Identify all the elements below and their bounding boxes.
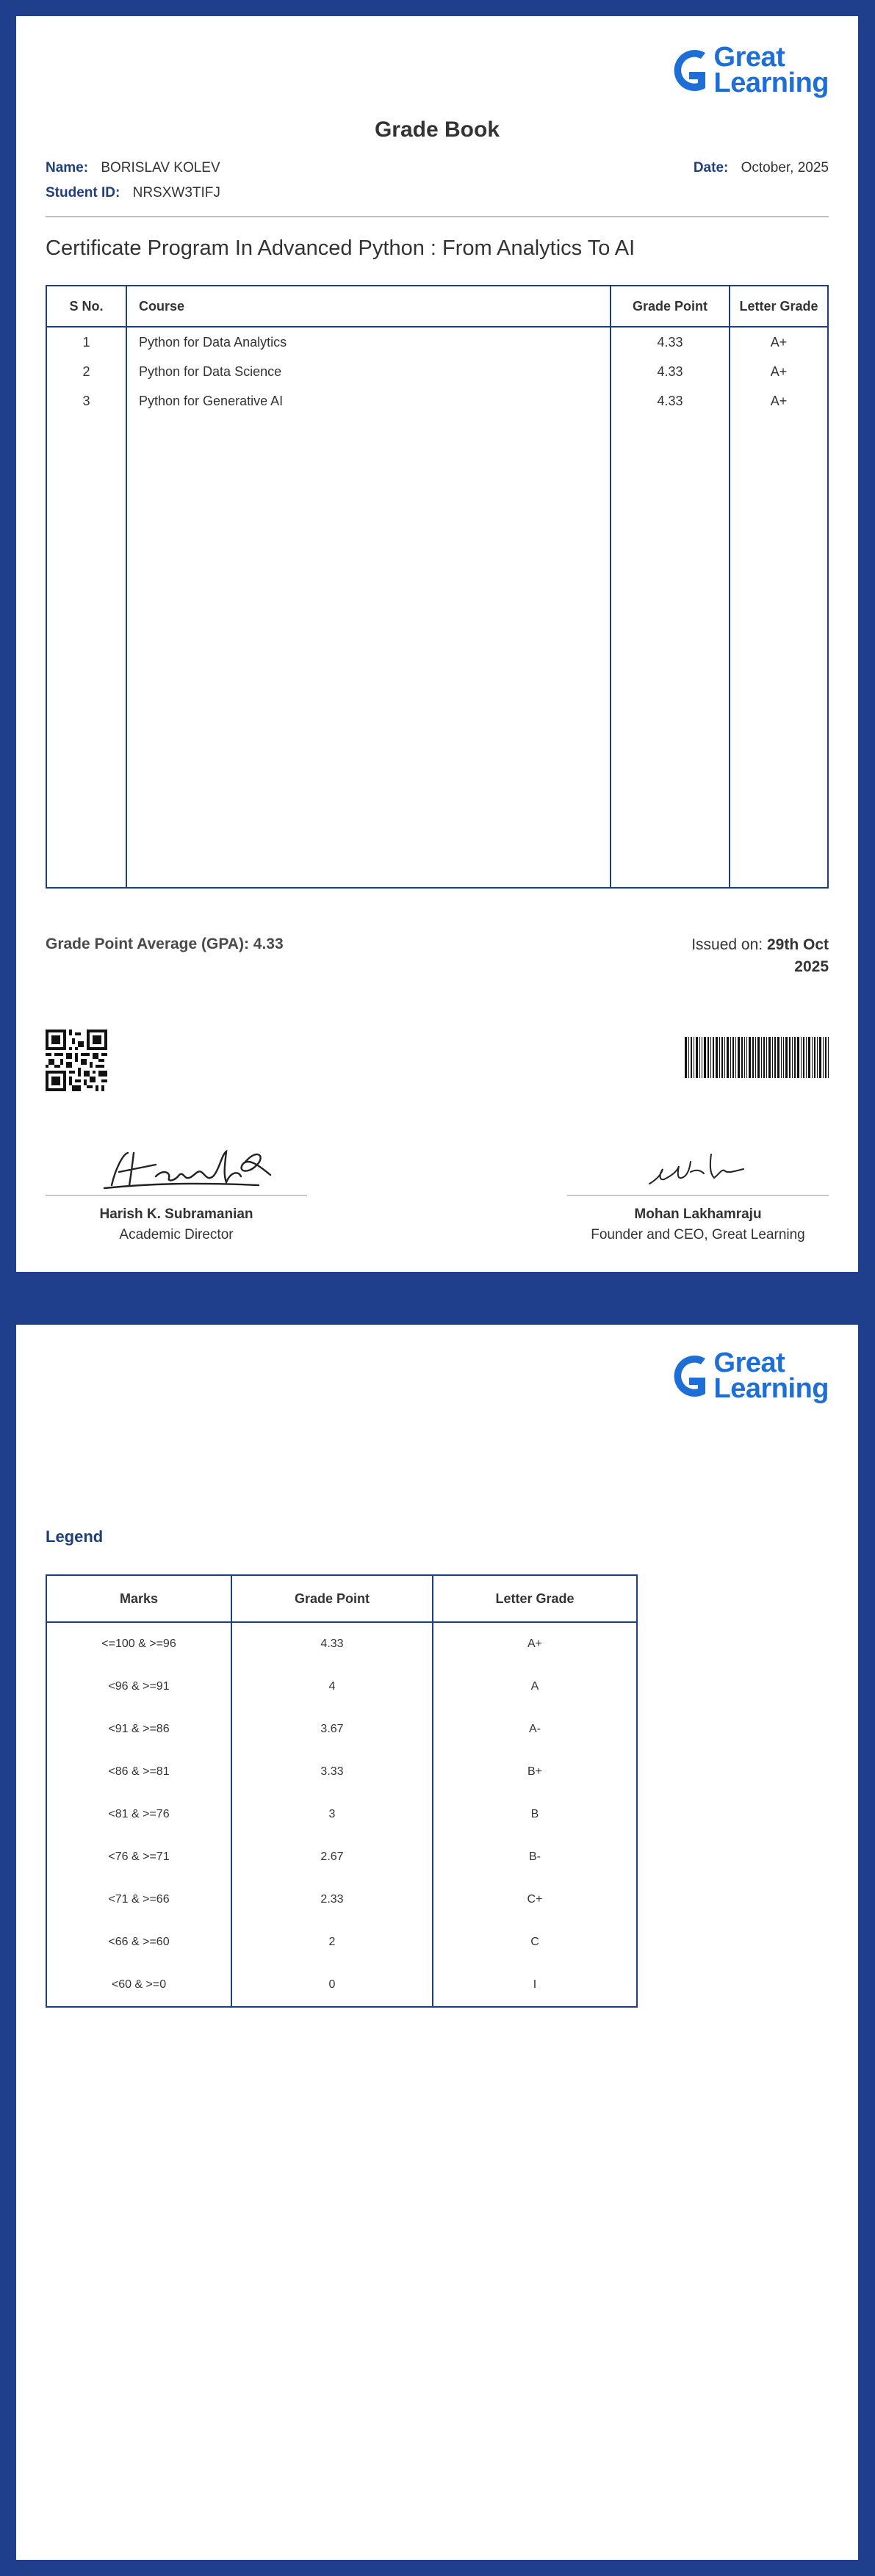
table-row xyxy=(46,1836,637,1878)
marks-cell: <66 & >=60 xyxy=(46,1921,231,1964)
signatory-name: Mohan Lakhamraju xyxy=(634,1206,762,1222)
student-id-value: NRSXW3TIFJ xyxy=(132,185,220,200)
grade-point-cell: 2.67 xyxy=(231,1836,433,1878)
row-letter-grade: A+ xyxy=(770,335,788,350)
great-learning-g-icon xyxy=(669,1353,710,1400)
grade-point-cell: 3 xyxy=(231,1793,433,1836)
qr-code-icon xyxy=(46,1030,107,1091)
student-id-label: Student ID: xyxy=(46,185,120,200)
student-id-field xyxy=(46,185,220,201)
barcode-icon xyxy=(685,1037,829,1078)
date-field xyxy=(694,160,829,176)
great-learning-logo xyxy=(669,44,829,97)
signature-mohan-icon xyxy=(567,1140,829,1191)
grade-point-cell: 2.33 xyxy=(231,1878,433,1921)
marks-cell: <60 & >=0 xyxy=(46,1964,231,2007)
name-label: Name: xyxy=(46,160,89,176)
letter-grade-cell: C+ xyxy=(527,1893,543,1906)
letter-grade-cell: C xyxy=(530,1936,539,1948)
legend-title: Legend xyxy=(46,1527,104,1546)
row-grade-point: 4.33 xyxy=(657,394,683,408)
row-course: Python for Data Analytics xyxy=(139,335,287,350)
marks-cell: <81 & >=76 xyxy=(46,1793,231,1836)
letter-grade-cell: B+ xyxy=(527,1765,542,1778)
signature-line xyxy=(567,1195,829,1196)
table-row xyxy=(46,1665,637,1708)
row-letter-grade: A+ xyxy=(770,364,788,379)
marks-cell: <76 & >=71 xyxy=(46,1836,231,1878)
grade-point-cell: 0 xyxy=(231,1964,433,2007)
date-value: October, 2025 xyxy=(741,160,829,176)
signature-block-ceo xyxy=(567,1140,829,1243)
letter-grade-cell: A- xyxy=(529,1723,541,1735)
student-name-field xyxy=(46,160,220,176)
row-sno: 1 xyxy=(82,335,90,350)
header-marks: Marks xyxy=(46,1575,231,1622)
header-grade-point: Grade Point xyxy=(611,286,730,327)
program-title: Certificate Program In Advanced Python : From Analytics To AI xyxy=(46,236,635,260)
signature-block-academic-director xyxy=(46,1140,307,1243)
course-column xyxy=(126,327,611,888)
letter-grade-cell: A+ xyxy=(527,1638,542,1650)
marks-cell: <96 & >=91 xyxy=(46,1665,231,1708)
table-row xyxy=(46,1622,637,1665)
table-row xyxy=(46,1964,637,2007)
letter-grade-cell: B- xyxy=(529,1850,541,1863)
grade-book-page xyxy=(16,16,858,1272)
legend-page xyxy=(16,1325,858,2560)
name-value: BORISLAV KOLEV xyxy=(101,160,220,176)
row-sno: 3 xyxy=(82,394,90,408)
letter-grade-column xyxy=(730,327,828,888)
marks-cell: <86 & >=81 xyxy=(46,1751,231,1793)
row-letter-grade: A+ xyxy=(770,394,788,408)
course-grades-table xyxy=(46,285,829,889)
table-row xyxy=(46,1793,637,1836)
row-sno: 2 xyxy=(82,364,90,379)
row-grade-point: 4.33 xyxy=(657,364,683,379)
row-grade-point: 4.33 xyxy=(657,335,683,350)
table-header-row xyxy=(46,286,828,327)
signatory-name: Harish K. Subramanian xyxy=(99,1206,253,1222)
table-row xyxy=(46,1878,637,1921)
grading-legend-table xyxy=(46,1574,638,2008)
grade-point-cell: 4 xyxy=(231,1665,433,1708)
logo-word-great: Great xyxy=(713,1347,785,1379)
grade-point-column xyxy=(611,327,730,888)
grade-point-cell: 3.33 xyxy=(231,1751,433,1793)
table-row xyxy=(46,1708,637,1751)
issued-date-year: 2025 xyxy=(794,958,829,975)
header-sno: S No. xyxy=(46,286,126,327)
letter-grade-cell: I xyxy=(533,1978,537,1991)
signature-harish-icon xyxy=(46,1140,307,1191)
marks-cell: <=100 & >=96 xyxy=(46,1622,231,1665)
grade-point-cell: 3.67 xyxy=(231,1708,433,1751)
table-row xyxy=(46,1921,637,1964)
page-title: Grade Book xyxy=(374,117,500,142)
table-body xyxy=(46,327,828,888)
header-grade-point: Grade Point xyxy=(231,1575,433,1622)
letter-grade-cell: A xyxy=(530,1680,539,1693)
signatory-role: Academic Director xyxy=(119,1227,234,1242)
logo-word-great: Great xyxy=(713,42,785,73)
header-letter-grade: Letter Grade xyxy=(433,1575,637,1622)
table-row xyxy=(46,1751,637,1793)
marks-cell: <91 & >=86 xyxy=(46,1708,231,1751)
signatory-role: Founder and CEO, Great Learning xyxy=(591,1227,805,1242)
issued-on xyxy=(638,934,829,978)
header-letter-grade: Letter Grade xyxy=(730,286,828,327)
logo-word-learning: Learning xyxy=(713,68,829,98)
header-course: Course xyxy=(126,286,611,327)
marks-cell: <71 & >=66 xyxy=(46,1878,231,1921)
signature-line xyxy=(46,1195,307,1196)
sno-column xyxy=(46,327,126,888)
legend-header-row xyxy=(46,1575,637,1622)
grade-point-cell: 4.33 xyxy=(231,1622,433,1665)
row-course: Python for Data Science xyxy=(139,364,282,379)
grade-point-cell: 2 xyxy=(231,1921,433,1964)
logo-word-learning: Learning xyxy=(713,1373,829,1404)
header-divider xyxy=(46,216,829,217)
great-learning-g-icon xyxy=(669,47,710,94)
issued-date-day: 29th Oct xyxy=(766,936,829,953)
letter-grade-cell: B xyxy=(530,1808,539,1820)
date-label: Date: xyxy=(693,160,729,176)
gpa-summary: Grade Point Average (GPA): 4.33 xyxy=(46,936,284,952)
row-course: Python for Generative AI xyxy=(139,394,284,408)
issued-label: Issued on: xyxy=(691,936,763,953)
great-learning-logo xyxy=(669,1347,829,1404)
